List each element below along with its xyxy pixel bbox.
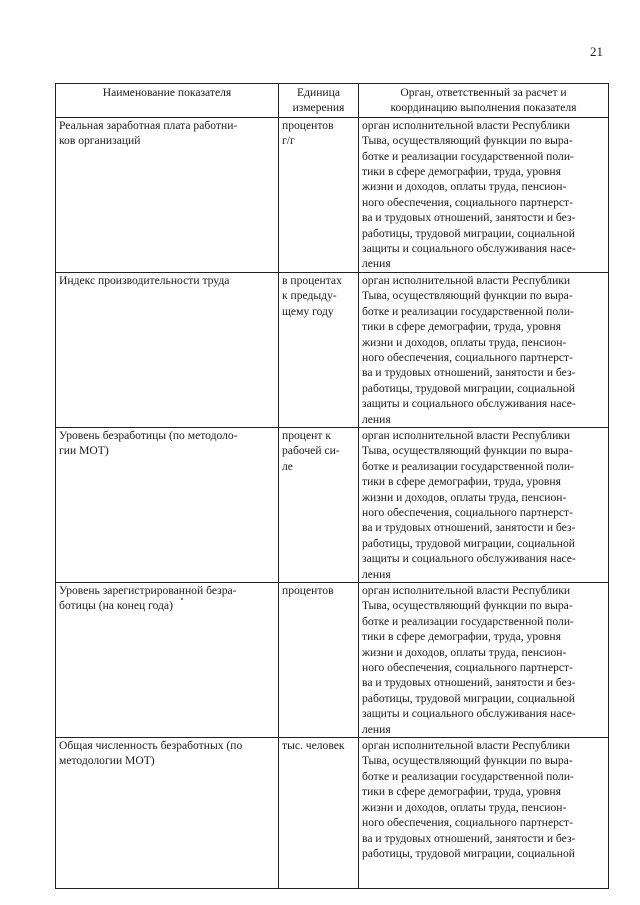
- table-row: [56, 427, 609, 582]
- header-indicator-name: Наименование показателя: [56, 84, 279, 118]
- page-number: 21: [590, 44, 603, 59]
- scan-speck: [181, 598, 183, 600]
- unit-cell: процент к рабочей си- ле: [279, 427, 359, 582]
- unit-cell: в процентах к предыду- щему году: [279, 272, 359, 427]
- header-responsible-organ: Орган, ответственный за расчет и координацию выполнения показателя: [359, 84, 609, 118]
- unit-cell: процентов: [279, 583, 359, 738]
- table-row: [56, 583, 609, 738]
- table-row: [56, 117, 609, 272]
- unit-cell: процентов г/г: [279, 117, 359, 272]
- indicator-name-cell: Уровень безработицы (по методоло- гии МОТ): [56, 427, 279, 582]
- responsible-organ-cell: орган исполнительной власти Республики Тыва, осуществляющий функции по выра- ботке и реализации государственной поли- тики в сфере демографии, труда, уровня жизни и доходов, оплаты труда, пенсион- ного обеспечения, социального партнерст- ва и трудовых отношений, занятости и без- работицы, трудовой миграции, социальной защиты и социального обслуживания насе- ления: [359, 272, 609, 427]
- table-header-row: [56, 84, 609, 118]
- indicator-name-cell: Общая численность безработных (по методологии МОТ): [56, 738, 279, 889]
- unit-cell: тыс. человек: [279, 738, 359, 889]
- table-row: [56, 738, 609, 889]
- responsible-organ-cell: орган исполнительной власти Республики Тыва, осуществляющий функции по выра- ботке и реализации государственной поли- тики в сфере демографии, труда, уровня жизни и доходов, оплаты труда, пенсион- ного обеспечения, социального партнерст- ва и трудовых отношений, занятости и без- работицы, трудовой миграции, социальной: [359, 738, 609, 889]
- table-row: [56, 272, 609, 427]
- indicator-name-cell: Уровень зарегистрированной безра- ботицы (на конец года): [56, 583, 279, 738]
- indicator-name-cell: Индекс производительности труда: [56, 272, 279, 427]
- responsible-organ-cell: орган исполнительной власти Республики Тыва, осуществляющий функции по выра- ботке и реализации государственной поли- тики в сфере демографии, труда, уровня жизни и доходов, оплаты труда, пенсион- ного обеспечения, социального партнерст- ва и трудовых отношений, занятости и без- работицы, трудовой миграции, социальной защиты и социального обслуживания насе- ления: [359, 117, 609, 272]
- responsible-organ-cell: орган исполнительной власти Республики Тыва, осуществляющий функции по выра- ботке и реализации государственной поли- тики в сфере демографии, труда, уровня жизни и доходов, оплаты труда, пенсион- ного обеспечения, социального партнерст- ва и трудовых отношений, занятости и без- работицы, трудовой миграции, социальной защиты и социального обслуживания насе- ления: [359, 583, 609, 738]
- header-unit: Единица измерения: [279, 84, 359, 118]
- indicator-name-cell: Реальная заработная плата работни- ков организаций: [56, 117, 279, 272]
- indicators-table: [55, 83, 609, 889]
- responsible-organ-cell: орган исполнительной власти Республики Тыва, осуществляющий функции по выра- ботке и реализации государственной поли- тики в сфере демографии, труда, уровня жизни и доходов, оплаты труда, пенсион- ного обеспечения, социального партнерст- ва и трудовых отношений, занятости и без- работицы, трудовой миграции, социальной защиты и социального обслуживания насе- ления: [359, 427, 609, 582]
